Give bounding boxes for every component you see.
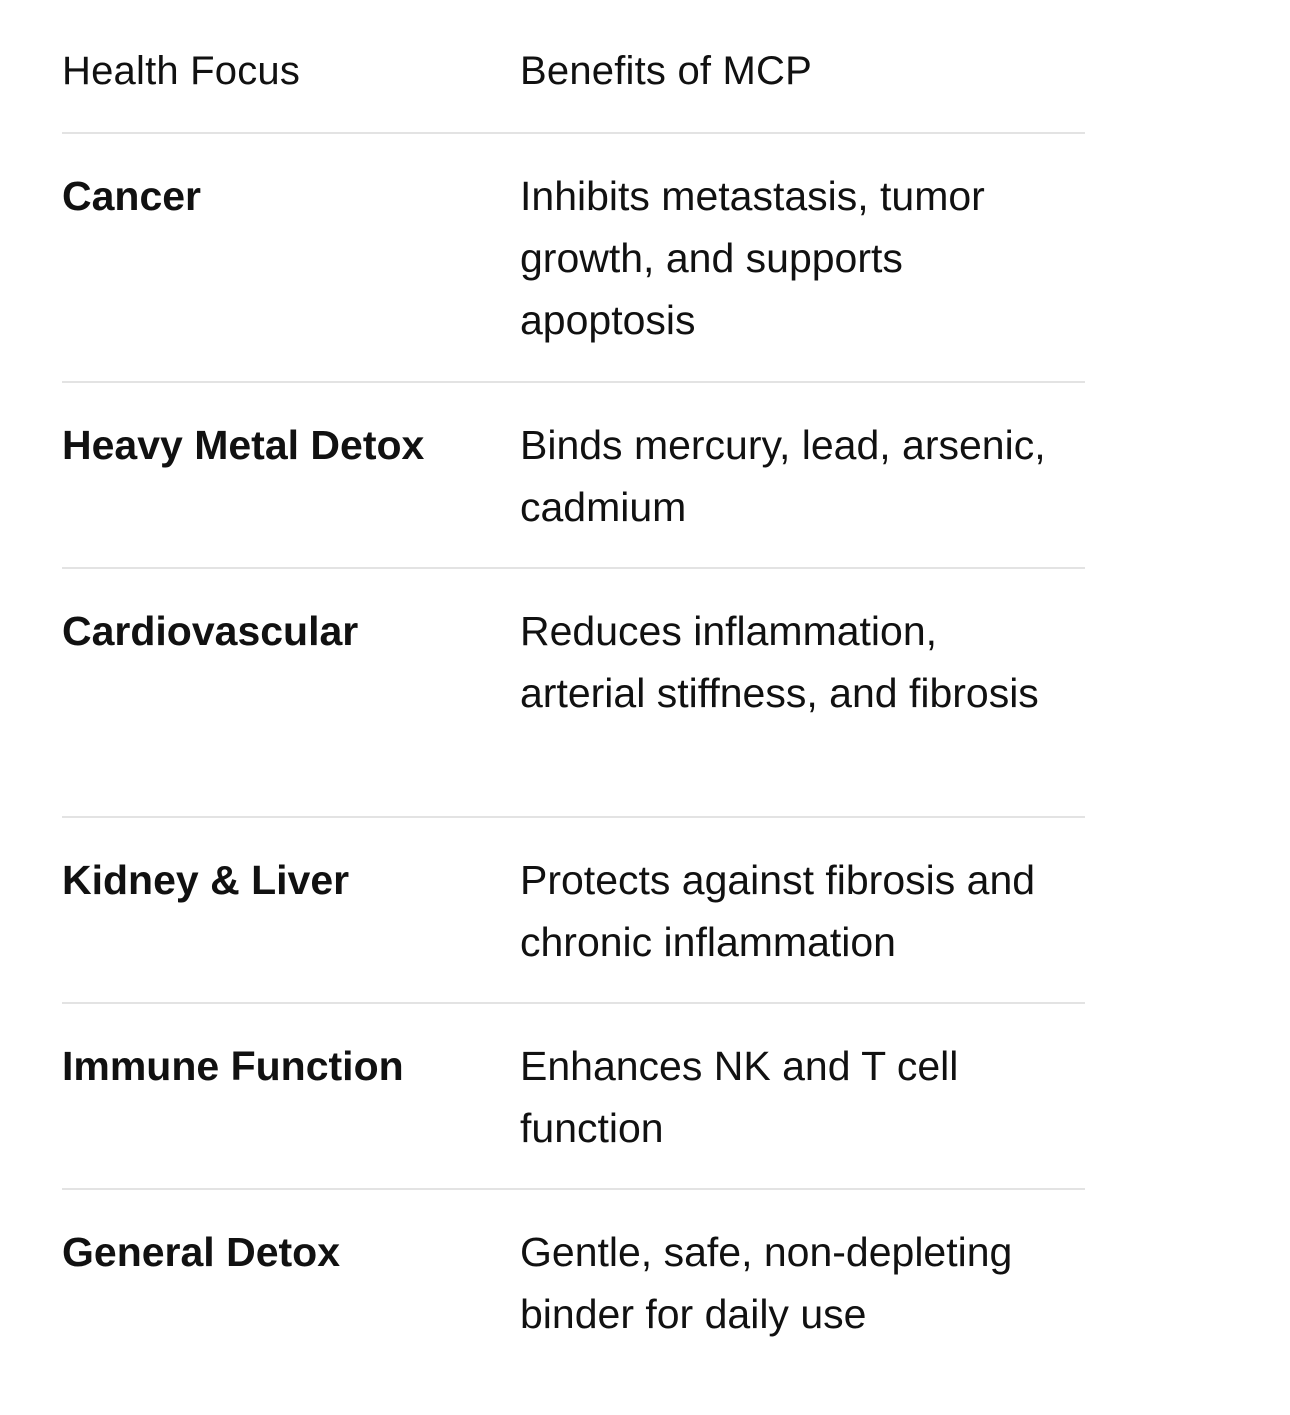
benefit-cell xyxy=(520,1004,1085,1159)
row-benefit-text: Binds mercury, lead, arsenic, cadmium xyxy=(520,422,1046,530)
table-row xyxy=(62,1190,1085,1415)
table-row xyxy=(62,818,1085,1004)
benefits-table xyxy=(62,0,1085,1415)
row-focus-label: Heavy Metal Detox xyxy=(62,422,425,468)
focus-cell xyxy=(62,1190,520,1283)
benefit-cell xyxy=(520,1190,1085,1345)
focus-cell xyxy=(62,569,520,662)
benefit-cell xyxy=(520,134,1085,351)
row-benefit-text: Gentle, safe, non-depleting binder for daily use xyxy=(520,1229,1013,1337)
focus-cell xyxy=(62,1004,520,1097)
focus-cell xyxy=(62,818,520,911)
row-focus-label: Cardiovascular xyxy=(62,608,359,654)
table-header-row xyxy=(62,0,1085,134)
benefit-cell xyxy=(520,383,1085,538)
table-row xyxy=(62,569,1085,818)
benefit-cell xyxy=(520,818,1085,973)
header-benefits-of-mcp: Benefits of MCP xyxy=(520,49,813,93)
row-focus-label: General Detox xyxy=(62,1229,340,1275)
row-focus-label: Cancer xyxy=(62,173,202,219)
focus-cell xyxy=(62,383,520,476)
row-benefit-text: Protects against fibrosis and chronic inflammation xyxy=(520,857,1036,965)
header-cell-health-focus xyxy=(62,0,520,96)
row-benefit-text: Reduces inflammation, arterial stiffness, and fibrosis xyxy=(520,608,1039,716)
focus-cell xyxy=(62,134,520,227)
benefit-cell xyxy=(520,569,1085,724)
table-row xyxy=(62,1004,1085,1190)
table-row xyxy=(62,134,1085,383)
header-health-focus: Health Focus xyxy=(62,49,301,93)
header-cell-benefits xyxy=(520,0,1085,96)
row-focus-label: Immune Function xyxy=(62,1043,404,1089)
row-benefit-text: Inhibits metastasis, tumor growth, and supports apoptosis xyxy=(520,173,985,343)
row-benefit-text: Enhances NK and T cell function xyxy=(520,1043,959,1151)
table-row xyxy=(62,383,1085,569)
row-focus-label: Kidney & Liver xyxy=(62,857,350,903)
